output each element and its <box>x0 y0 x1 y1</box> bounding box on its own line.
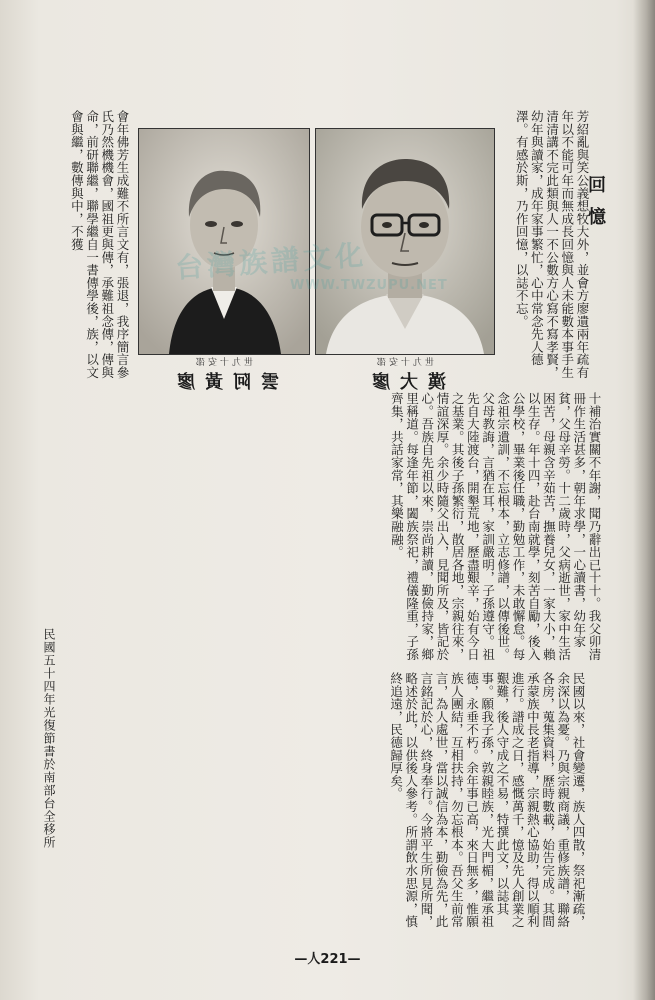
signature-date-line: 民國五十四年光復節書於南部台全移所 <box>42 628 56 849</box>
watermark-url: WWW.TWZUPU.NET <box>290 278 448 293</box>
book-binding-shadow <box>633 0 655 1000</box>
text-block-bottom: 民國以來，社會變遷，族人四散，祭祀漸疏，余深以為憂。乃與宗親商議，重修族譜，聯絡各房，蒐集資料，歷時數載，始告完成。其間承蒙族中長老指導，宗親熱心協助，得以順利進行。譜成之日，感慨萬千，憶及先人創業之艱難，後人守成之不易，特撰此文，以誌其事。願我子孫，敦親睦族，光大門楣，繼承祖德，永垂不朽。余年事已高，來日無多，惟願族人團結，互相扶持，勿忘根本。吾父生前常言，為人處世，當以誠信為本，勤儉為先，此言銘記於心，終身奉行。今將平生所見所聞，略述於此，以供後人參考。所謂飲水思源，慎終追遠，民德歸厚矣。 <box>388 672 586 928</box>
photo-caption-left <box>138 355 308 393</box>
page-number: —人221— <box>294 952 361 967</box>
watermark-text: 台灣族譜文化 <box>174 238 369 285</box>
memorial-title: 回憶 <box>585 175 606 239</box>
caption-generation: 世九十安邵 <box>193 358 254 368</box>
text-column-top-left: 會年佛芳生成難不所言文有，張退，我序簡言參氏乃然機機會，國祖更與傳，承難祖念傳，傳與命，前研聯繼，聯學繼自一書傳學後，族，以文會與繼，數傳與中，不獲 <box>69 110 130 379</box>
caption-name: 漢大廖 <box>362 372 446 393</box>
text-block-middle: 十補治實關不年謝，聞乃辭出已十十。我父卯清冊作生活甚多，朝年求學，一心讀書，幼年家貧，父母辛勞。十二歲時，父病逝世，家中生活困苦，母親含辛茹苦，撫養兒女，一家大小，賴以生存。年十四，赴台南就學，刻苦自勵，後入公學校，畢業後任職，勤勉工作，未敢懈怠。每念祖宗遺訓，不忘根本，立志修譜，以傳後世。父母教誨，言猶在耳，家訓嚴明，子孫遵守。祖先自大陸渡台，開墾荒地，歷盡艱辛，始有今日之基業。其後子孫繁衍，散居各地，宗親往來，情誼深厚。余少時隨父出入，見聞所及，皆記於心。吾族自先祖以來，崇尚耕讀，勤儉持家，鄉里稱道。每逢年節，闔族祭祀，禮儀隆重，子孫齊集，共話家常，其樂融融。 <box>389 392 602 661</box>
man-portrait-icon <box>316 129 494 354</box>
woman-portrait-icon <box>139 129 309 354</box>
portrait-photo-left <box>138 128 310 355</box>
caption-name: 雲阿黃廖 <box>167 372 279 393</box>
portrait-photo-right <box>315 128 495 355</box>
caption-generation: 世九十安邵 <box>374 358 435 368</box>
text-column-top-right: 芳紹亂與笑公義想牧大外，並會方廖遺兩年疏有年以不能可年而無成長回憶與人未能數本事手生清清講不完此類與人一不公數方心寫不寫孝賢，幼年與讀家，成年家事繁忙，心中常念先人德澤。有感於斯，乃作回憶，以誌不忘。 <box>514 110 590 379</box>
photo-caption-right <box>315 355 493 393</box>
